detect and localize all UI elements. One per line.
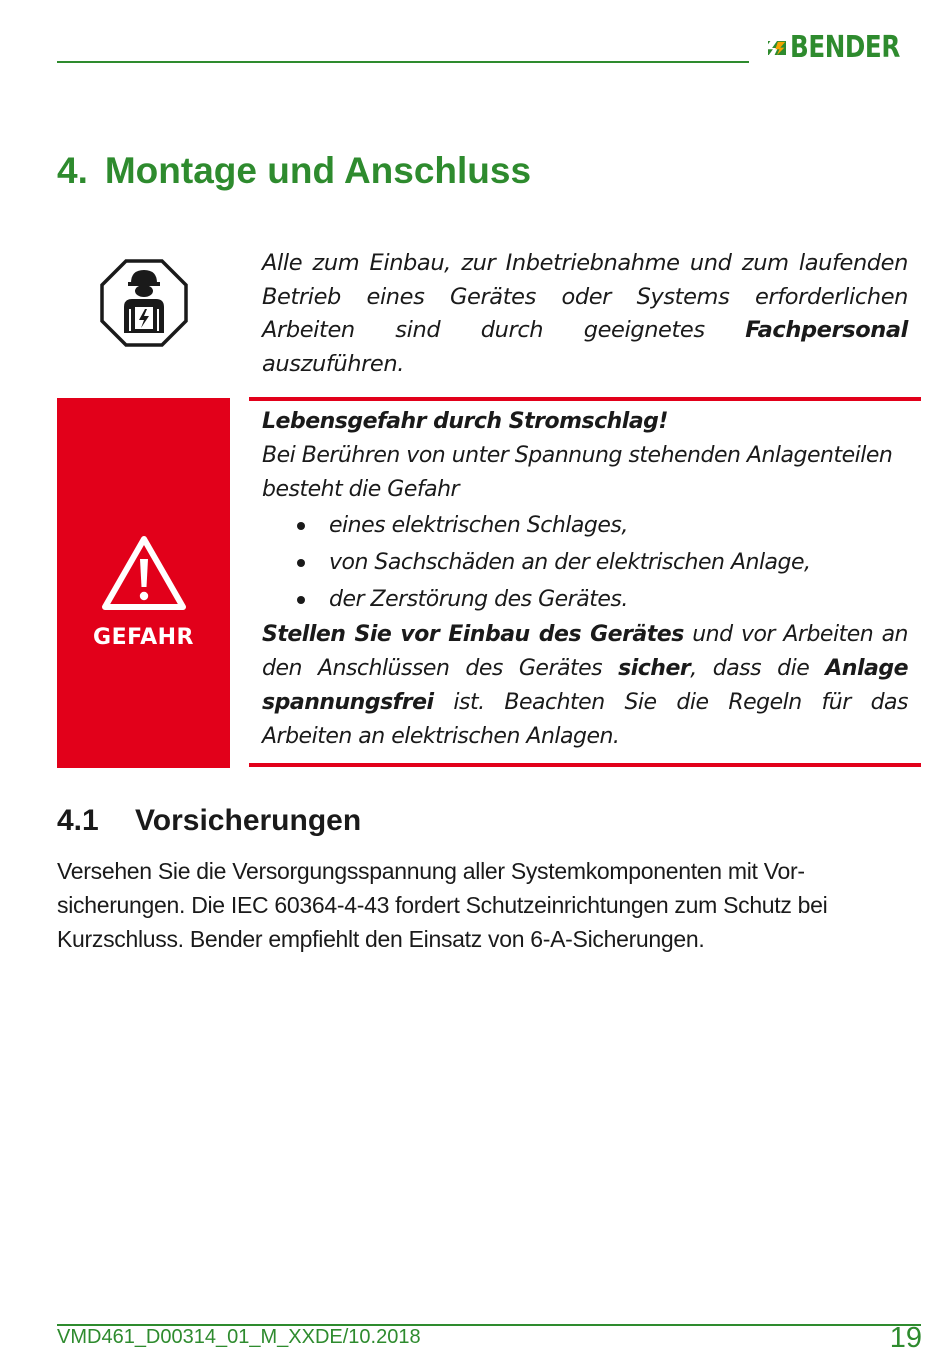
danger-bullet-text: der Zerstörung des Gerätes.	[329, 587, 628, 612]
danger-rule-top	[249, 397, 921, 401]
instruction-text: ist. Beachten Sie die Regeln für das Arbeiten an elektrischen Anlagen.	[262, 690, 908, 749]
instruction-bold: Stellen Sie vor Einbau des Gerätes	[262, 622, 684, 647]
section-body: Versehen Sie die Versorgungsspannung aller Systemkomponenten mit Vorsicherungen. Die IEC 60364-4-43 fordert Schutzeinrichtungen zum Schutz bei Kurzschluss. Bender empfiehlt den Einsatz von 6-A-Sicherungen.	[57, 858, 828, 952]
instruction-text: , dass die	[690, 656, 826, 681]
bullet-icon	[297, 596, 305, 604]
personnel-notice-text	[262, 247, 908, 381]
header-rule	[57, 61, 749, 63]
footer-doc-id: VMD461_D00314_01_M_XXDE/10.2018	[57, 1326, 421, 1348]
chapter-title	[57, 150, 531, 192]
danger-rule-bottom	[249, 763, 921, 767]
danger-heading: Lebensgefahr durch Stromschlag!	[262, 409, 668, 434]
section-number: 4.1	[57, 804, 99, 837]
page-number: 19	[889, 1322, 922, 1354]
qualified-electrician-icon	[100, 259, 188, 347]
chapter-number: 4.	[57, 150, 88, 191]
danger-instruction	[262, 618, 908, 754]
instruction-bold: Anlage spannungsfrei	[262, 656, 908, 715]
chapter-title-text: Montage und Anschluss	[104, 150, 532, 191]
danger-bullet-text: eines elektrischen Schlages,	[329, 513, 628, 538]
bender-logo	[768, 30, 924, 66]
warning-triangle-icon	[101, 535, 187, 611]
danger-bullet-list	[262, 507, 908, 618]
brand-name: BENDER	[790, 30, 900, 65]
danger-bullet-text: von Sachschäden an der elektrischen Anlage,	[329, 550, 811, 575]
section-title	[57, 804, 361, 838]
bender-logo-icon	[768, 31, 786, 65]
danger-label: GEFAHR	[93, 624, 194, 650]
danger-text	[262, 405, 908, 754]
bullet-icon	[297, 522, 305, 530]
section-title-text: Vorsicherungen	[135, 804, 362, 837]
danger-bullet-item	[262, 581, 908, 618]
notice-text-part: Alle zum Einbau, zur Inbetriebnahme und zum laufenden Betrieb eines Gerätes oder Systems erforderlichen Arbeiten sind durch geeignetes	[262, 250, 908, 343]
instruction-bold: sicher	[618, 656, 691, 681]
bullet-icon	[297, 559, 305, 567]
notice-text-part: auszuführen.	[262, 350, 404, 377]
notice-text-bold: Fachpersonal	[745, 317, 908, 343]
instruction-text: und vor Arbeiten an den Anschlüssen des Gerätes	[262, 622, 908, 681]
danger-bullet-item	[262, 507, 908, 544]
danger-bullet-item	[262, 544, 908, 581]
danger-panel	[57, 398, 230, 768]
danger-intro: Bei Berühren von unter Spannung stehenden Anlagenteilen besteht die Gefahr	[262, 443, 893, 502]
